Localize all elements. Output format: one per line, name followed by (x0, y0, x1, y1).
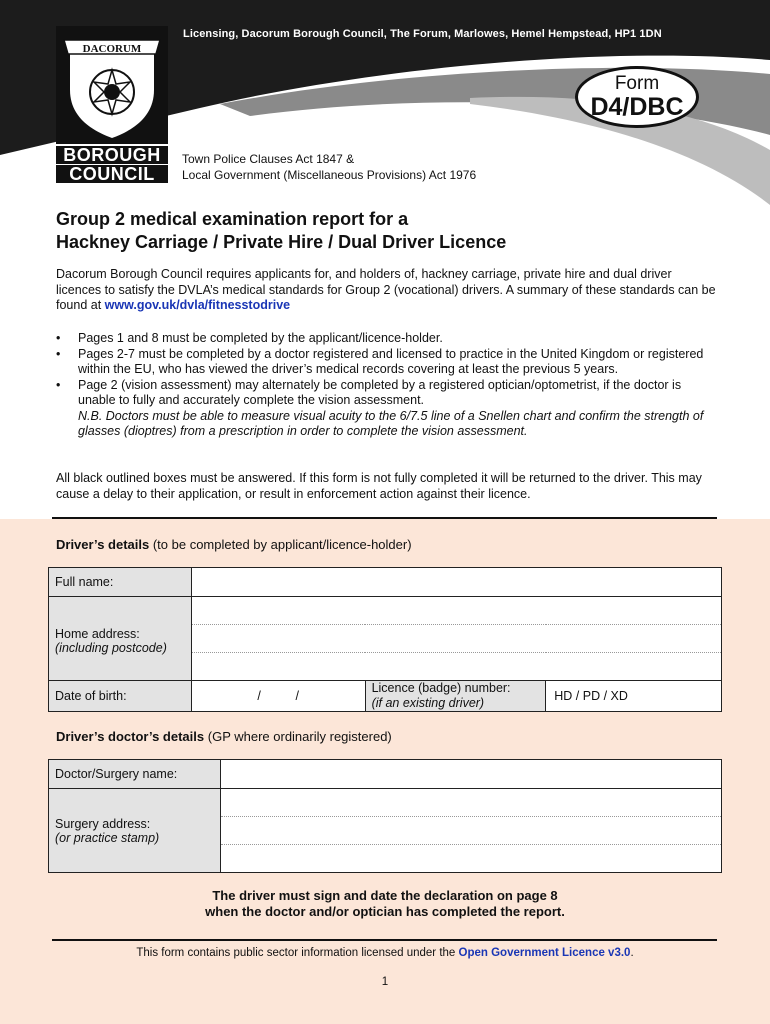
dob-field[interactable]: / / (191, 681, 365, 712)
divider (52, 517, 717, 519)
instructions-list (56, 331, 716, 440)
drivers-details-heading: Driver’s details (to be completed by applicant/licence-holder) (56, 537, 412, 552)
home-address-line-1[interactable] (191, 597, 721, 625)
home-address-label: Home address: (including postcode) (49, 597, 192, 681)
surgery-address-line-1[interactable] (220, 789, 721, 817)
surgery-address-line-2[interactable] (220, 817, 721, 845)
list-item: • Pages 1 and 8 must be completed by the applicant/licence-holder. (56, 331, 443, 345)
fitness-to-drive-link[interactable]: www.gov.uk/dvla/fitnesstodrive (104, 298, 291, 312)
title-line-1: Group 2 medical examination report for a (56, 209, 409, 229)
licence-type-field[interactable]: HD / PD / XD (546, 681, 722, 712)
form-code: D4/DBC (590, 93, 684, 121)
form-code-badge (575, 66, 699, 128)
doctors-details-heading: Driver’s doctor’s details (GP where ordinarily registered) (56, 729, 392, 744)
full-name-field[interactable] (191, 568, 721, 597)
page-title (56, 208, 506, 254)
warning-paragraph: All black outlined boxes must be answered. If this form is not fully completed it will be returned to the driver. This may cause a delay to their application, or result in enforcement action against their licence. (56, 471, 702, 501)
surgery-name-field[interactable] (220, 760, 721, 789)
home-address-line-2[interactable] (191, 625, 721, 653)
title-line-2: Hackney Carriage / Private Hire / Dual Driver Licence (56, 232, 507, 252)
form-word: Form (614, 73, 660, 94)
list-item: • Page 2 (vision assessment) may alternately be completed by a registered optician/optometrist, if the doctor is unable to fully and accurately complete the vision assessment. N.B. Doctors must be able to measure visual acuity to the 6/7.5 line of a Snellen chart and confirm the strength of glasses (dioptres) from a prescription in order to complete the vision assessment. (56, 378, 716, 440)
svg-text:DACORUM: DACORUM (82, 43, 142, 55)
licence-statement: This form contains public sector information licensed under the Open Government Licence v3.0. (136, 947, 634, 959)
page-number: 1 (381, 976, 389, 988)
vision-note: N.B. Doctors must be able to measure visual acuity to the 6/7.5 line of a Snellen chart and confirm the strength of glasses (dioptres) from a prescription in order to complete the vision assessment. (78, 408, 704, 438)
signature-instruction: The driver must sign and date the declaration on page 8 when the doctor and/or optician has completed the report. (205, 888, 565, 919)
licence-number-label: Licence (badge) number: (if an existing driver) (365, 681, 546, 712)
home-address-line-3[interactable] (191, 653, 721, 681)
intro-text: Dacorum Borough Council requires applicants for, and holders of, hackney carriage, private hire and dual driver licences to satisfy the DVLA’s medical standards for Group 2 (vocational) drivers. A summary of these standards can be found at (56, 267, 716, 312)
legislation (182, 151, 476, 183)
logo-council: COUNCIL (56, 165, 168, 183)
act-1976: Local Government (Miscellaneous Provisions) Act 1976 (182, 168, 477, 182)
surgery-address-line-3[interactable] (220, 845, 721, 873)
open-government-licence-link[interactable]: Open Government Licence v3.0 (458, 947, 631, 959)
drivers-details-table (48, 567, 722, 712)
surgery-name-label: Doctor/Surgery name: (49, 760, 221, 789)
doctors-details-table (48, 759, 722, 873)
list-item: • Pages 2-7 must be completed by a doctor registered and licensed to practice in the United Kingdom or registered within the EU, who has viewed the driver’s medical records covering at least the previous 5 years. (56, 346, 704, 376)
intro-paragraph (56, 267, 716, 314)
dob-label: Date of birth: (49, 681, 192, 712)
logo-borough: BOROUGH (56, 146, 168, 164)
council-address: Licensing, Dacorum Borough Council, The Forum, Marlowes, Hemel Hempstead, HP1 1DN (183, 28, 662, 40)
divider (52, 939, 717, 941)
act-1847: Town Police Clauses Act 1847 & (182, 152, 355, 166)
surgery-address-label: Surgery address: (or practice stamp) (49, 789, 221, 873)
full-name-label: Full name: (49, 568, 192, 597)
